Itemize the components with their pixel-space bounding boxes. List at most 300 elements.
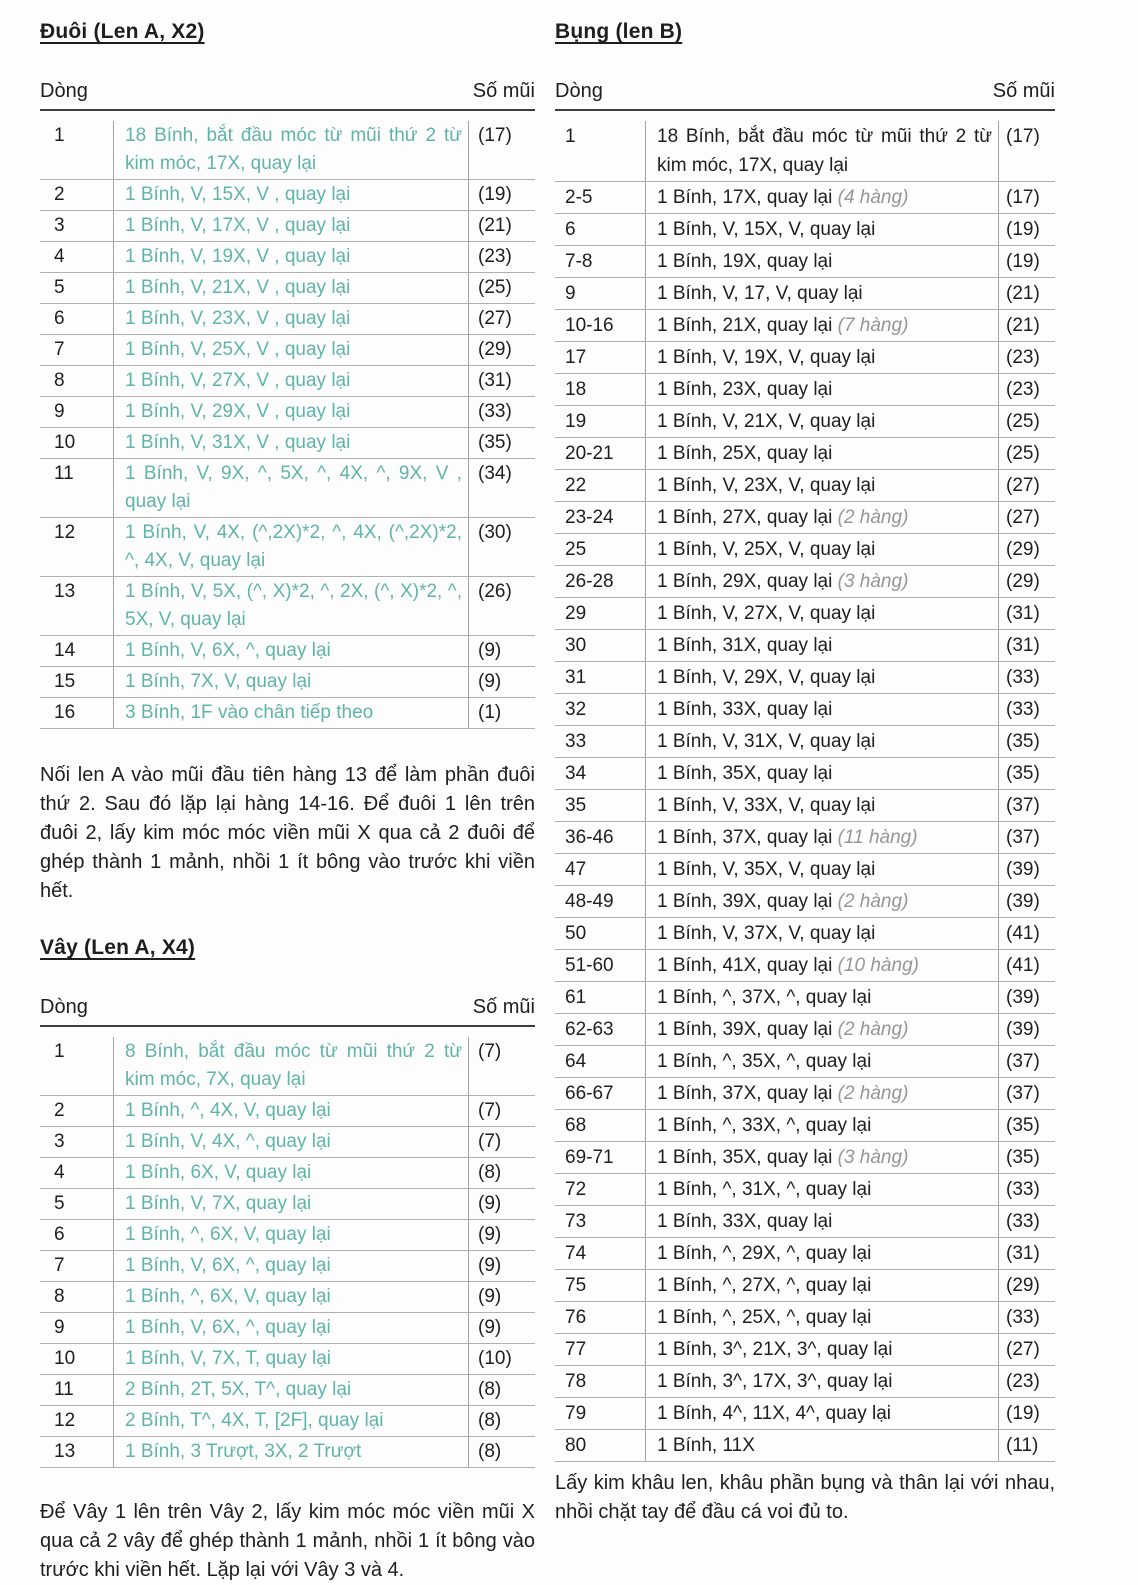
table-row: [555, 246, 1055, 278]
instruction-cell: [645, 1334, 998, 1365]
row-number-cell: 50: [565, 923, 587, 944]
stitch-count-cell: (17): [468, 121, 535, 179]
note-vay: Để Vây 1 lên trên Vây 2, lấy kim móc móc viền mũi X qua cả 2 vây để ghép thành 1 mảnh, nhồi 1 ít bông vào trước khi viền hết. Lặp lại với Vây 3 và 4.: [40, 1501, 535, 1581]
row-number-cell: 6: [565, 219, 576, 240]
instruction-cell: [645, 566, 998, 597]
table-row: [40, 1251, 535, 1282]
row-number-cell: 20-21: [565, 443, 614, 464]
stitch-count-cell: (33): [468, 397, 535, 427]
table-row: [555, 1270, 1055, 1302]
table-row: [40, 518, 535, 577]
instruction-text: 1 Bính, ^, 31X, ^, quay lại: [657, 1179, 872, 1200]
instruction-cell: [113, 242, 468, 272]
stitch-count-cell: (35): [998, 726, 1055, 757]
instruction-text: 1 Bính, V, 6X, ^, quay lại: [125, 640, 331, 661]
row-number-cell: 79: [565, 1403, 587, 1424]
instruction-text: 1 Bính, 11X: [657, 1435, 755, 1456]
instruction-text: 1 Bính, V, 27X, V, quay lại: [657, 603, 876, 624]
row-number-cell: 73: [565, 1211, 587, 1232]
instruction-cell: [113, 428, 468, 458]
stitch-count-cell: (29): [998, 534, 1055, 565]
instruction-cell: [113, 1344, 468, 1374]
instruction-text: 1 Bính, V, 15X, V , quay lại: [125, 184, 351, 205]
instruction-cell: [645, 182, 998, 213]
stitch-count-cell: (37): [998, 790, 1055, 821]
row-number-cell: 75: [565, 1275, 587, 1296]
instruction-cell: [645, 342, 998, 373]
instruction-text: 2 Bính, T^, 4X, T, [2F], quay lại: [125, 1410, 384, 1431]
instruction-text: 1 Bính, V, 4X, ^, quay lại: [125, 1131, 331, 1152]
row-number-cell: 2: [54, 184, 65, 205]
row-number-cell: 26-28: [565, 571, 614, 592]
stitch-count-cell: (33): [998, 1206, 1055, 1237]
row-number-cell: 78: [565, 1371, 587, 1392]
stitch-count-cell: (27): [998, 502, 1055, 533]
table-row: [555, 1206, 1055, 1238]
instruction-text: 1 Bính, 39X, quay lại: [657, 891, 833, 912]
table-row: [555, 1430, 1055, 1462]
row-number-cell: 80: [565, 1435, 587, 1456]
table-row: [555, 758, 1055, 790]
stitch-count-cell: (27): [468, 304, 535, 334]
row-number-cell: 34: [565, 763, 587, 784]
instruction-text: 1 Bính, V, 19X, V, quay lại: [657, 347, 876, 368]
stitch-count-cell: (29): [468, 335, 535, 365]
table-row: [555, 662, 1055, 694]
instruction-cell: [645, 1110, 998, 1141]
table-body-bung: [555, 121, 1055, 1462]
instruction-cell: [645, 598, 998, 629]
stitch-count-cell: (37): [998, 1046, 1055, 1077]
instruction-text: 1 Bính, V, 21X, V , quay lại: [125, 277, 351, 298]
instruction-text: 1 Bính, V, 7X, T, quay lại: [125, 1348, 331, 1369]
instruction-text: 2 Bính, 2T, 5X, T^, quay lại: [125, 1379, 352, 1400]
row-number-cell: 8: [54, 1286, 65, 1307]
stitch-count-cell: (39): [998, 1014, 1055, 1045]
instruction-cell: [113, 1251, 468, 1281]
instruction-text: 1 Bính, 6X, V, quay lại: [125, 1162, 312, 1183]
row-number-cell: 25: [565, 539, 587, 560]
instruction-cell: [113, 1158, 468, 1188]
instruction-cell: [113, 667, 468, 697]
instruction-cell: [113, 304, 468, 334]
table-row: [555, 854, 1055, 886]
column-header-row: Dòng: [40, 80, 88, 102]
instruction-text: 1 Bính, V, 7X, quay lại: [125, 1193, 312, 1214]
table-row: [555, 726, 1055, 758]
table-row: [555, 566, 1055, 598]
instruction-cell: [645, 694, 998, 725]
row-number-cell: 9: [565, 283, 576, 304]
instruction-cell: [645, 726, 998, 757]
instruction-cell: [645, 1206, 998, 1237]
stitch-count-cell: (8): [468, 1437, 535, 1467]
instruction-text: 1 Bính, V, 15X, V, quay lại: [657, 219, 876, 240]
instruction-text: 1 Bính, 27X, quay lại: [657, 507, 833, 528]
table-row: [555, 982, 1055, 1014]
table-row: [555, 1046, 1055, 1078]
row-number-cell: 76: [565, 1307, 587, 1328]
stitch-count-cell: (35): [998, 758, 1055, 789]
table-body-duoi: [40, 121, 535, 729]
row-number-cell: 13: [54, 1441, 76, 1462]
instruction-cell: [113, 180, 468, 210]
table-row: [555, 1238, 1055, 1270]
table-row: [555, 1174, 1055, 1206]
row-number-cell: 18: [565, 379, 587, 400]
instruction-cell: [113, 211, 468, 241]
stitch-count-cell: (25): [468, 273, 535, 303]
table-row: [40, 1313, 535, 1344]
row-number-cell: 47: [565, 859, 587, 880]
instruction-cell: [113, 577, 468, 635]
row-number-cell: 11: [54, 1379, 74, 1400]
instruction-text: 1 Bính, 23X, quay lại: [657, 379, 833, 400]
instruction-cell: [645, 630, 998, 661]
instruction-text: 1 Bính, 3^, 17X, 3^, quay lại: [657, 1371, 893, 1392]
row-number-cell: 19: [565, 411, 587, 432]
instruction-text: 1 Bính, V, 35X, V, quay lại: [657, 859, 876, 880]
row-number-cell: 3: [54, 1131, 65, 1152]
row-number-cell: 5: [54, 1193, 65, 1214]
row-number-cell: 10-16: [565, 315, 614, 336]
stitch-count-cell: (11): [998, 1430, 1055, 1461]
instruction-text: 1 Bính, ^, 6X, V, quay lại: [125, 1224, 331, 1245]
row-number-cell: 77: [565, 1339, 587, 1360]
table-row: [40, 636, 535, 667]
stitch-count-cell: (8): [468, 1158, 535, 1188]
row-number-cell: 2: [54, 1100, 65, 1121]
row-repeat-note: (3 hàng): [832, 1147, 909, 1168]
stitch-count-cell: (9): [468, 1220, 535, 1250]
table-row: [555, 1078, 1055, 1110]
table-row: [40, 1189, 535, 1220]
table-row: [40, 667, 535, 698]
row-number-cell: 10: [54, 1348, 76, 1369]
instruction-text: 1 Bính, 37X, quay lại: [657, 1083, 833, 1104]
row-number-cell: 17: [565, 347, 587, 368]
row-repeat-note: (11 hàng): [832, 827, 918, 848]
table-row: [555, 438, 1055, 470]
row-number-cell: 72: [565, 1179, 587, 1200]
table-row: [555, 950, 1055, 982]
table-row: [555, 1398, 1055, 1430]
row-repeat-note: (2 hàng): [832, 1019, 909, 1040]
table-row: [555, 1142, 1055, 1174]
section-title-vay: Vây (Len A, X4): [40, 936, 196, 959]
instruction-cell: [113, 1096, 468, 1126]
stitch-count-cell: (33): [998, 694, 1055, 725]
instruction-cell: [113, 459, 468, 517]
instruction-text: 1 Bính, V, 5X, (^, X)*2, ^, 2X, (^, X)*2, ^, 5X, V, quay lại: [125, 581, 462, 630]
table-row: [555, 502, 1055, 534]
instruction-text: 1 Bính, 39X, quay lại: [657, 1019, 833, 1040]
row-number-cell: 29: [565, 603, 587, 624]
row-number-cell: 2-5: [565, 187, 593, 208]
instruction-cell: [113, 1375, 468, 1405]
stitch-count-cell: (30): [468, 518, 535, 576]
table-row: [40, 273, 535, 304]
row-number-cell: 12: [54, 522, 76, 543]
stitch-count-cell: (41): [998, 950, 1055, 981]
table-row: [555, 630, 1055, 662]
instruction-text: 8 Bính, bắt đầu móc từ mũi thứ 2 từ kim móc, 7X, quay lại: [125, 1041, 462, 1090]
row-number-cell: 69-71: [565, 1147, 614, 1168]
stitch-count-cell: (9): [468, 1189, 535, 1219]
row-number-cell: 68: [565, 1115, 587, 1136]
table-row: [40, 1406, 535, 1437]
instruction-text: 1 Bính, V, 25X, V , quay lại: [125, 339, 351, 360]
instruction-text: 1 Bính, ^, 6X, V, quay lại: [125, 1286, 331, 1307]
row-repeat-note: (2 hàng): [832, 1083, 909, 1104]
stitch-count-cell: (39): [998, 854, 1055, 885]
instruction-text: 1 Bính, V, 23X, V, quay lại: [657, 475, 876, 496]
stitch-count-cell: (9): [468, 1313, 535, 1343]
stitch-count-cell: (19): [468, 180, 535, 210]
row-number-cell: 10: [54, 432, 76, 453]
row-number-cell: 6: [54, 1224, 65, 1245]
stitch-count-cell: (23): [998, 1366, 1055, 1397]
row-number-cell: 7: [54, 1255, 65, 1276]
table-row: [40, 304, 535, 335]
stitch-count-cell: (39): [998, 982, 1055, 1013]
instruction-text: 1 Bính, ^, 35X, ^, quay lại: [657, 1051, 872, 1072]
table-row: [555, 822, 1055, 854]
table-row: [40, 1127, 535, 1158]
section-duoi: [40, 20, 535, 906]
instruction-cell: [113, 1189, 468, 1219]
instruction-cell: [645, 438, 998, 469]
stitch-count-cell: (1): [468, 698, 535, 728]
instruction-text: 1 Bính, V, 4X, (^,2X)*2, ^, 4X, (^,2X)*2, ^, 4X, V, quay lại: [125, 522, 462, 571]
table-row: [40, 1220, 535, 1251]
row-number-cell: 1: [54, 1041, 65, 1062]
stitch-count-cell: (31): [998, 598, 1055, 629]
instruction-text: 1 Bính, 19X, quay lại: [657, 251, 833, 272]
stitch-count-cell: (35): [998, 1142, 1055, 1173]
stitch-count-cell: (17): [998, 121, 1055, 181]
instruction-cell: [645, 406, 998, 437]
stitch-count-cell: (21): [998, 310, 1055, 341]
table-row: [40, 1282, 535, 1313]
stitch-count-cell: (9): [468, 667, 535, 697]
note-bung: Lấy kim khâu len, khâu phần bụng và thân lại với nhau, nhồi chặt tay để đầu cá voi đủ to.: [555, 1472, 1055, 1523]
section-vay: [40, 936, 535, 1585]
row-repeat-note: (7 hàng): [832, 315, 909, 336]
instruction-cell: [645, 886, 998, 917]
instruction-text: 1 Bính, V, 21X, V, quay lại: [657, 411, 876, 432]
instruction-text: 1 Bính, V, 25X, V, quay lại: [657, 539, 876, 560]
row-number-cell: 22: [565, 475, 587, 496]
instruction-text: 1 Bính, 21X, quay lại: [657, 315, 833, 336]
instruction-text: 1 Bính, 35X, quay lại: [657, 763, 833, 784]
stitch-count-cell: (31): [998, 630, 1055, 661]
row-number-cell: 15: [54, 671, 76, 692]
table-row: [40, 1037, 535, 1096]
row-number-cell: 23-24: [565, 507, 614, 528]
instruction-text: 1 Bính, ^, 4X, V, quay lại: [125, 1100, 331, 1121]
note-duoi: Nối len A vào mũi đầu tiên hàng 13 để làm phần đuôi thứ 2. Sau đó lặp lại hàng 14-16. Để đuôi 1 lên trên đuôi 2, lấy kim móc móc viền mũi X qua cả 2 đuôi để ghép thành 1 mảnh, nhồi 1 ít bông vào trước khi viền hết.: [40, 764, 535, 902]
stitch-count-cell: (27): [998, 1334, 1055, 1365]
table-row: [40, 211, 535, 242]
instruction-cell: [645, 1046, 998, 1077]
instruction-text: 1 Bính, V, 9X, ^, 5X, ^, 4X, ^, 9X, V , quay lại: [125, 463, 462, 512]
stitch-count-cell: (33): [998, 662, 1055, 693]
instruction-cell: [645, 1078, 998, 1109]
stitch-count-cell: (33): [998, 1302, 1055, 1333]
row-number-cell: 33: [565, 731, 587, 752]
right-column: [555, 20, 1055, 1527]
row-number-cell: 3: [54, 215, 65, 236]
stitch-count-cell: (7): [468, 1096, 535, 1126]
section-title-bung: Bụng (len B): [555, 20, 683, 43]
stitch-count-cell: (29): [998, 566, 1055, 597]
instruction-text: 1 Bính, V, 19X, V , quay lại: [125, 246, 351, 267]
row-number-cell: 66-67: [565, 1083, 614, 1104]
instruction-text: 1 Bính, V, 6X, ^, quay lại: [125, 1317, 331, 1338]
row-number-cell: 9: [54, 1317, 65, 1338]
instruction-text: 1 Bính, ^, 25X, ^, quay lại: [657, 1307, 872, 1328]
table-row: [555, 374, 1055, 406]
table-row: [40, 577, 535, 636]
instruction-text: 1 Bính, 33X, quay lại: [657, 699, 833, 720]
instruction-cell: [645, 1238, 998, 1269]
instruction-text: 1 Bính, 3 Trượt, 3X, 2 Trượt: [125, 1441, 362, 1462]
stitch-count-cell: (21): [998, 278, 1055, 309]
instruction-cell: [645, 121, 998, 181]
stitch-count-cell: (9): [468, 1282, 535, 1312]
instruction-cell: [113, 698, 468, 728]
instruction-cell: [645, 662, 998, 693]
stitch-count-cell: (10): [468, 1344, 535, 1374]
stitch-count-cell: (35): [998, 1110, 1055, 1141]
column-header-row: Dòng: [555, 80, 603, 102]
table-row: [40, 1375, 535, 1406]
instruction-text: 1 Bính, V, 29X, V, quay lại: [657, 667, 876, 688]
table-row: [555, 406, 1055, 438]
instruction-cell: [645, 1174, 998, 1205]
instruction-text: 1 Bính, 25X, quay lại: [657, 443, 833, 464]
table-row: [555, 470, 1055, 502]
left-column: [40, 20, 535, 1585]
instruction-text: 1 Bính, V, 29X, V , quay lại: [125, 401, 351, 422]
instruction-cell: [113, 518, 468, 576]
table-row: [555, 121, 1055, 182]
row-number-cell: 4: [54, 1162, 65, 1183]
instruction-text: 3 Bính, 1F vào chân tiếp theo: [125, 702, 374, 723]
stitch-count-cell: (23): [998, 374, 1055, 405]
instruction-cell: [645, 854, 998, 885]
table-row: [555, 310, 1055, 342]
row-number-cell: 48-49: [565, 891, 614, 912]
stitch-count-cell: (37): [998, 822, 1055, 853]
row-number-cell: 31: [565, 667, 587, 688]
row-number-cell: 51-60: [565, 955, 614, 976]
instruction-text: 1 Bính, ^, 27X, ^, quay lại: [657, 1275, 872, 1296]
table-row: [40, 459, 535, 518]
stitch-count-cell: (8): [468, 1406, 535, 1436]
instruction-text: 1 Bính, 41X, quay lại: [657, 955, 833, 976]
column-header-count: Số mũi: [992, 80, 1055, 102]
row-number-cell: 61: [565, 987, 587, 1008]
row-number-cell: 1: [54, 125, 65, 146]
instruction-text: 1 Bính, 31X, quay lại: [657, 635, 833, 656]
row-repeat-note: (10 hàng): [832, 955, 919, 976]
table-row: [40, 1096, 535, 1127]
stitch-count-cell: (9): [468, 636, 535, 666]
instruction-cell: [113, 1406, 468, 1436]
row-repeat-note: (3 hàng): [832, 571, 909, 592]
instruction-cell: [645, 214, 998, 245]
instruction-text: 1 Bính, 7X, V, quay lại: [125, 671, 312, 692]
instruction-text: 1 Bính, V, 17X, V , quay lại: [125, 215, 351, 236]
row-number-cell: 74: [565, 1243, 587, 1264]
instruction-cell: [645, 278, 998, 309]
instruction-cell: [645, 918, 998, 949]
instruction-text: 1 Bính, 29X, quay lại: [657, 571, 833, 592]
table-row: [555, 534, 1055, 566]
instruction-text: 1 Bính, ^, 29X, ^, quay lại: [657, 1243, 872, 1264]
stitch-count-cell: (19): [998, 246, 1055, 277]
stitch-count-cell: (19): [998, 214, 1055, 245]
table-row: [40, 1344, 535, 1375]
instruction-cell: [645, 502, 998, 533]
stitch-count-cell: (31): [468, 366, 535, 396]
table-header-duoi: [40, 80, 535, 111]
table-header-vay: [40, 996, 535, 1027]
table-row: [555, 278, 1055, 310]
instruction-cell: [645, 1014, 998, 1045]
row-number-cell: 35: [565, 795, 587, 816]
stitch-count-cell: (33): [998, 1174, 1055, 1205]
instruction-cell: [113, 1220, 468, 1250]
instruction-text: 1 Bính, 17X, quay lại: [657, 187, 833, 208]
section-bung: [555, 20, 1055, 1527]
stitch-count-cell: (25): [998, 438, 1055, 469]
row-number-cell: 9: [54, 401, 65, 422]
stitch-count-cell: (23): [468, 242, 535, 272]
stitch-count-cell: (29): [998, 1270, 1055, 1301]
row-number-cell: 11: [54, 463, 74, 484]
stitch-count-cell: (39): [998, 886, 1055, 917]
instruction-cell: [645, 1270, 998, 1301]
instruction-cell: [113, 636, 468, 666]
stitch-count-cell: (9): [468, 1251, 535, 1281]
row-number-cell: 7: [54, 339, 65, 360]
table-row: [555, 694, 1055, 726]
instruction-cell: [645, 790, 998, 821]
table-row: [40, 428, 535, 459]
table-row: [40, 242, 535, 273]
row-repeat-note: (2 hàng): [832, 891, 909, 912]
instruction-text: 1 Bính, V, 31X, V, quay lại: [657, 731, 876, 752]
table-row: [40, 1437, 535, 1468]
table-row: [555, 1014, 1055, 1046]
instruction-cell: [645, 758, 998, 789]
instruction-text: 1 Bính, V, 23X, V , quay lại: [125, 308, 351, 329]
instruction-text: 1 Bính, V, 31X, V , quay lại: [125, 432, 351, 453]
instruction-cell: [113, 366, 468, 396]
table-row: [555, 214, 1055, 246]
section-title-duoi: Đuôi (Len A, X2): [40, 20, 205, 43]
stitch-count-cell: (19): [998, 1398, 1055, 1429]
row-number-cell: 62-63: [565, 1019, 614, 1040]
stitch-count-cell: (17): [998, 182, 1055, 213]
table-row: [555, 1110, 1055, 1142]
row-number-cell: 32: [565, 699, 587, 720]
stitch-count-cell: (25): [998, 406, 1055, 437]
instruction-cell: [645, 1302, 998, 1333]
